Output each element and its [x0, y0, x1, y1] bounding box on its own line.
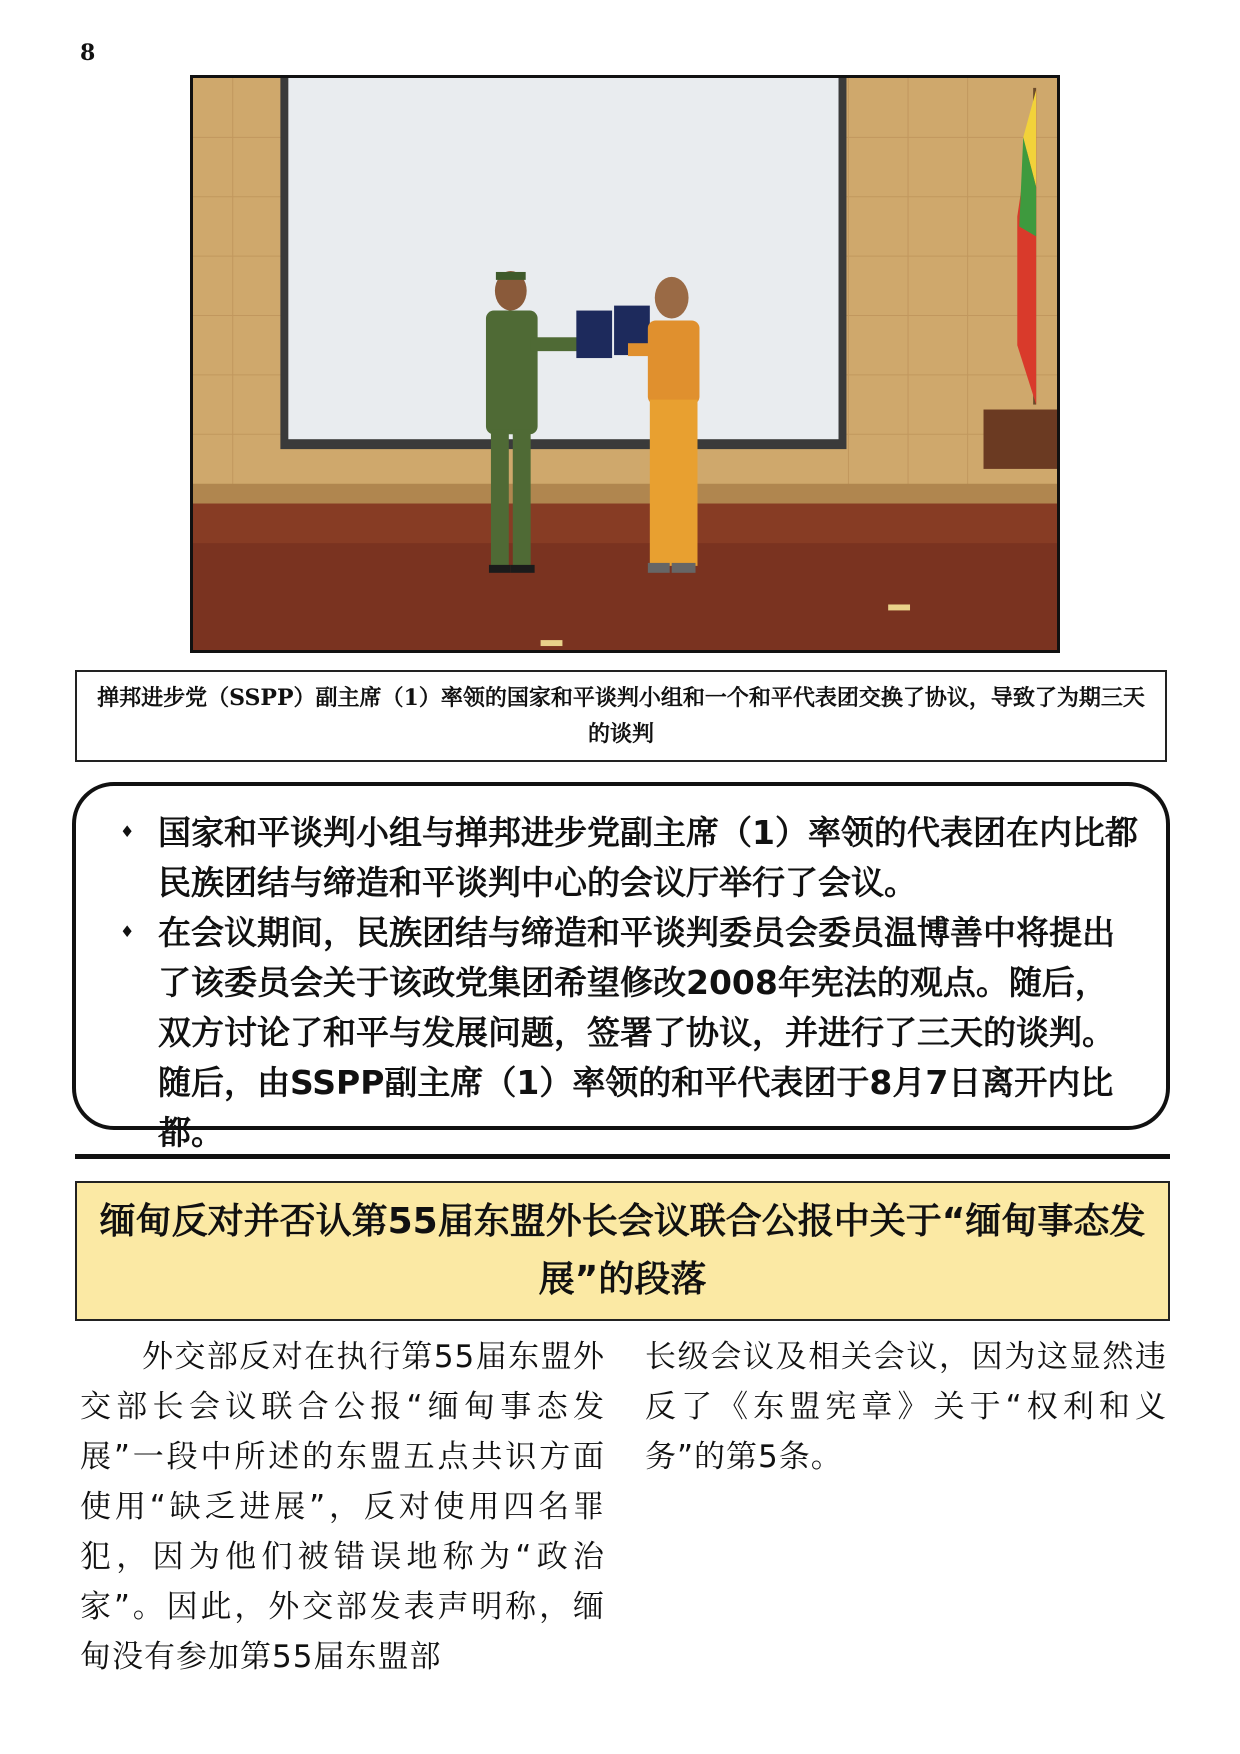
photo-illustration [193, 78, 1057, 650]
article-column-right: 长级会议及相关会议，因为这显然违反了《东盟宪章》关于“权利和义务”的第5条。 [645, 1339, 1167, 1475]
list-item [98, 808, 1138, 908]
summary-item-text: 国家和平谈判小组与掸邦进步党副主席（1）率领的代表团在内比都民族团结与缔造和平谈判中心的会议厅举行了会议。 [158, 813, 1138, 902]
summary-box [72, 782, 1170, 1152]
meeting-photo [190, 75, 1060, 653]
article-headline [75, 1181, 1170, 1321]
photo-caption [75, 670, 1167, 762]
diamond-bullet-icon: ♦ [120, 822, 135, 841]
summary-list [98, 808, 1138, 1158]
list-item [98, 908, 1138, 1158]
article-column-left: 外交部反对在执行第55届东盟外交部长会议联合公报“缅甸事态发展”一段中所述的东盟五点共识方面使用“缺乏进展”，反对使用四名罪犯，因为他们被错误地称为“政治家”。因此，外交部发表声明称，缅甸没有参加第55届东盟部 [80, 1339, 605, 1675]
caption-text: 掸邦进步党（SSPP）副主席（1）率领的国家和平谈判小组和一个和平代表团交换了协议，导致了为期三天的谈判 [97, 685, 1145, 747]
headline-text: 缅甸反对并否认第55届东盟外长会议联合公报中关于“缅甸事态发展”的段落 [99, 1201, 1146, 1300]
page-number: 8 [80, 40, 96, 66]
summary-item-text: 在会议期间，民族团结与缔造和平谈判委员会委员温博善中将提出了该委员会关于该政党集团希望修改2008年宪法的观点。随后，双方讨论了和平与发展问题，签署了协议，并进行了三天的谈判。随后，由SSPP副主席（1）率领的和平代表团于8月7日离开内比都。 [158, 913, 1115, 1152]
diamond-bullet-icon: ♦ [120, 922, 135, 941]
section-divider [75, 1154, 1170, 1159]
